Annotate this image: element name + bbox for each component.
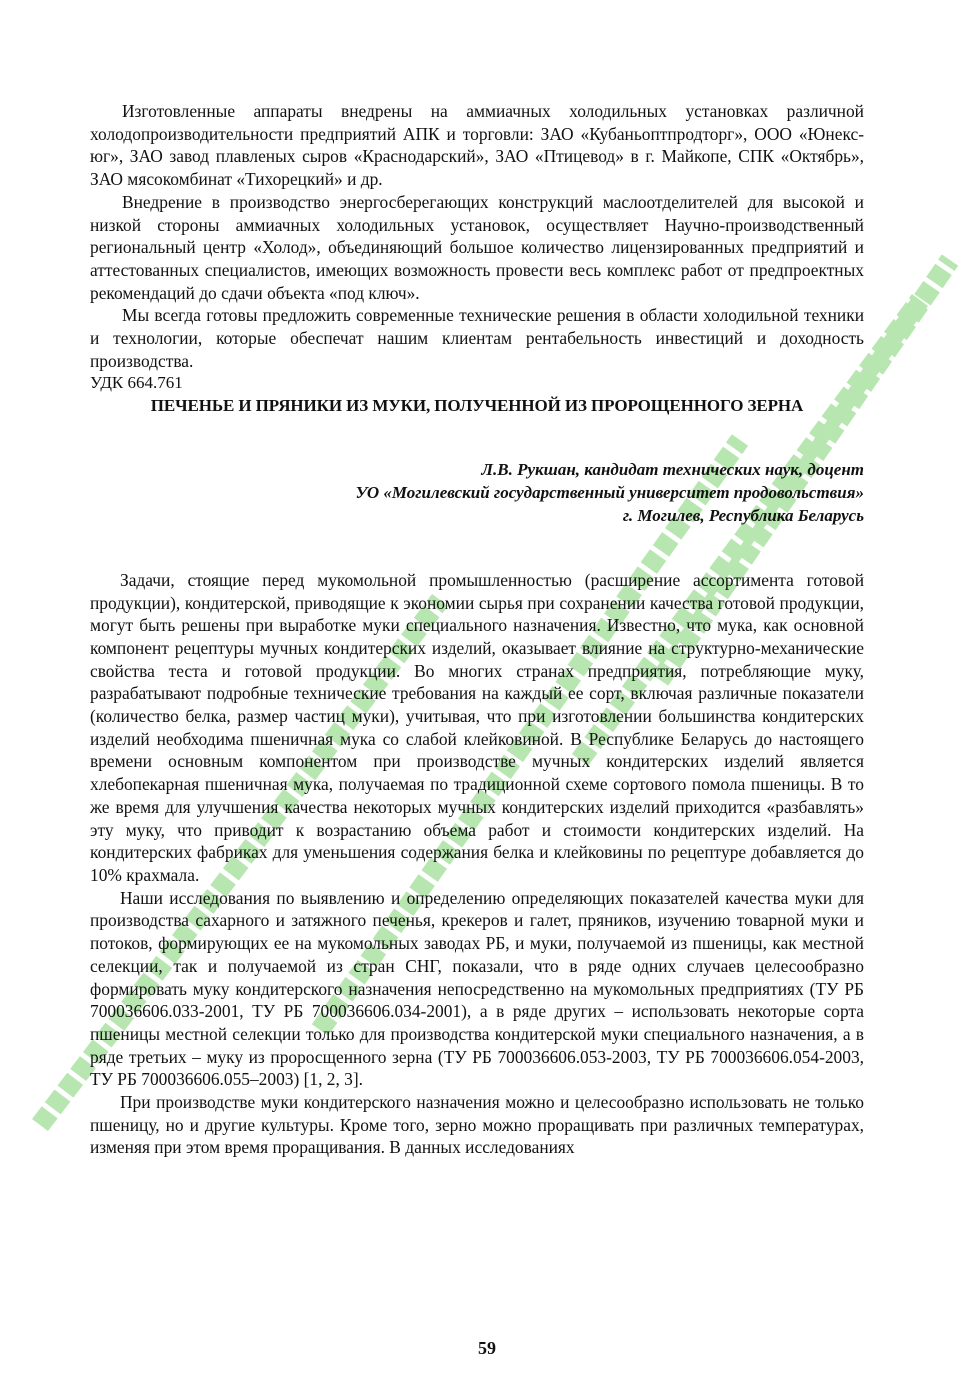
author-location: г. Могилев, Республика Беларусь: [622, 505, 864, 525]
page-number: 59: [478, 1338, 496, 1358]
article-title: ПЕЧЕНЬЕ И ПРЯНИКИ ИЗ МУКИ, ПОЛУЧЕННОЙ ИЗ ПРОРОЩЕННОГО ЗЕРНА: [150, 396, 804, 416]
udk-code: УДК 664.761: [90, 373, 183, 393]
author-affiliation: УО «Могилевский государственный университет продовольствия»: [355, 482, 864, 502]
body-paragraph-2: Наши исследования по выявлению и определению определяющих показателей качества муки для производства сахарного и затяжного печенья, крекеров и галет, пряников, изучению товарной муки и потоков, формирующих ее на мукомольных заводах РБ, и муки, получаемой из пшеницы, как местной селекции, так и получаемой из стран СНГ, показали, что в ряде одних случаев целесообразно формировать муку кондитерского назначения непосредственно на мукомольных предприятиях (ТУ РБ 700036606.033-2001, ТУ РБ 700036606.034-2001), а в ряде других – использовать некоторые сорта пшеницы местной селекции только для производства кондитерской муки специального назначения, а в ряде третьих – муку из проросщенного зерна (ТУ РБ 700036606.053-2003, ТУ РБ 700036606.054-2003, ТУ РБ 700036606.055–2003) [1, 2, 3].: [90, 887, 864, 1090]
author-name: Л.В. Рукшан, кандидат технических наук, доцент: [481, 459, 864, 479]
intro-paragraph-1: Изготовленные аппараты внедрены на аммиачных холодильных установках различной холодопроизводительности предприятий АПК и торговли: ЗАО «Кубаньоптпродторг», ООО «Юнекс-юг», ЗАО завод плавленых сыров «Краснодарский», ЗАО «Птицевод» в г. Майкопе, СПК «Октябрь», ЗАО мясокомбинат «Тихорецкий» и др.: [90, 101, 864, 190]
article-body: [90, 569, 864, 1159]
author-block: [90, 458, 864, 527]
intro-section: [90, 100, 864, 372]
page-content: [90, 100, 864, 1159]
body-paragraph-3: При производстве муки кондитерского назначения можно и целесообразно использовать не только пшеницу, но и другие культуры. Кроме того, зерно можно проращивать при различных температурах, изменяя при этом время проращивания. В данных исследованиях: [90, 1092, 864, 1158]
intro-paragraph-3: Мы всегда готовы предложить современные технические решения в области холодильной техники и технологии, которые обеспечат нашим клиентам рентабельность инвестиций и доходность производства.: [90, 305, 864, 371]
intro-paragraph-2: Внедрение в производство энергосберегающих конструкций маслоотделителей для высокой и низкой стороны аммиачных холодильных установок, осуществляет Научно-производственный региональный центр «Холод», объединяющий большое количество лицензированных предприятий и аттестованных специалистов, имеющих возможность провести весь комплекс работ от предпроектных рекомендаций до сдачи объекта «под ключ».: [90, 191, 864, 303]
body-paragraph-1: Задачи, стоящие перед мукомольной промышленностью (расширение ассортимента готовой продукции), кондитерской, приводящие к экономии сырья при сохранении качества готовой продукции, могут быть решены при выработке муки специального назначения. Известно, что мука, как основной компонент рецептуры мучных кондитерских изделий, оказывает влияние на структурно-механические свойства теста и готовой продукции. Во многих странах предприятия, потребляющие муку, разрабатывают подробные технические требования на каждый ее сорт, включая различные показатели (количество белка, размер частиц муки), учитывая, что при изготовлении большинства кондитерских изделий необходима пшеничная мука со слабой клейковиной. В Республике Беларусь до настоящего времени основным компонентом при производстве мучных кондитерских изделий является хлебопекарная пшеничная мука, получаемая по традиционной схеме сортового помола пшеницы. В то же время для улучшения качества некоторых мучных кондитерских изделий приходится «разбавлять» эту муку, что приводит к возрастанию объема работ и стоимости кондитерских изделий. На кондитерских фабриках для уменьшения содержания белка и клейковины по рецептуре добавляется до 10% крахмала.: [90, 569, 864, 885]
